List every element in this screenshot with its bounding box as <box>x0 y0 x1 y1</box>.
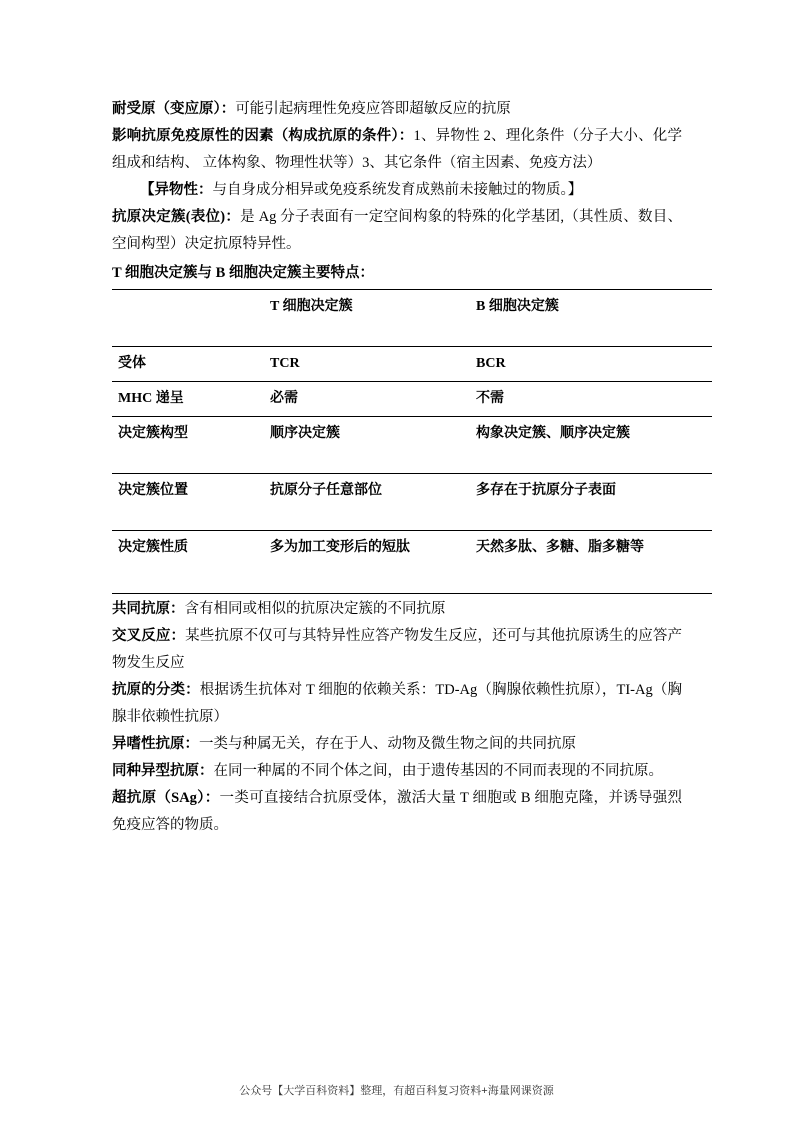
table-cell: MHC 递呈 <box>112 382 264 417</box>
table-cell: 不需 <box>470 382 712 417</box>
paragraph-lead: 异嗜性抗原： <box>112 736 199 752</box>
table-cell: 顺序决定簇 <box>264 417 470 474</box>
page-footer: 公众号【大学百科资料】整理，有超百科复习资料+海量网课资源 <box>239 1085 554 1097</box>
table-header-cell-1: T 细胞决定簇 <box>264 290 470 347</box>
table-row <box>112 474 712 531</box>
table-row <box>112 347 712 382</box>
paragraph-text: 在同一种属的不同个体之间，由于遗传基因的不同而表现的不同抗原。 <box>213 763 663 779</box>
paragraph-superantigen <box>112 785 682 839</box>
table-cell: TCR <box>264 347 470 382</box>
paragraph-text: 是 Ag 分子表面有一定空间构象的特殊的化学基团,（其性质、数目、空间构型）决定抗原特异性。 <box>112 209 682 252</box>
paragraph-alloantigen <box>112 758 682 785</box>
table-row <box>112 417 712 474</box>
paragraph-lead: 共同抗原： <box>112 601 185 617</box>
table-cell: 多存在于抗原分子表面 <box>470 474 712 531</box>
table-header-cell-0 <box>112 290 264 347</box>
table-cell: 受体 <box>112 347 264 382</box>
paragraph-text: 可能引起病理性免疫应答即超敏反应的抗原 <box>235 101 511 117</box>
paragraph-text: 一类与种属无关，存在于人、动物及微生物之间的共同抗原 <box>199 736 576 752</box>
paragraph-cross-reaction <box>112 623 682 677</box>
paragraph-heterophile <box>112 731 682 758</box>
paragraph-text: 一类可直接结合抗原受体，激活大量 T 细胞或 B 细胞克隆，并诱导强烈免疫应答的物质。 <box>112 790 682 833</box>
table-header-row <box>112 290 712 347</box>
paragraph-lead: 抗原决定簇(表位)： <box>112 209 241 225</box>
table-cell: 必需 <box>264 382 470 417</box>
paragraph-lead: 同种异型抗原： <box>112 763 214 779</box>
paragraph-text: 与自身成分相异或免疫系统发育成熟前未接触过的物质。】 <box>212 182 583 198</box>
paragraph-lead: 耐受原（变应原）： <box>112 101 236 117</box>
paragraph-lead: 超抗原（SAg）： <box>112 790 220 806</box>
paragraph-foreignness <box>112 177 682 204</box>
table-cell: 决定簇位置 <box>112 474 264 531</box>
paragraph-text: 根据诱生抗体对 T 细胞的依赖关系：TD-Ag（胸腺依赖性抗原），TI-Ag（胸腺非依赖性抗原） <box>112 682 682 725</box>
paragraph-lead: 抗原的分类： <box>112 682 200 698</box>
paragraph-classification <box>112 677 682 731</box>
paragraph-epitope <box>112 204 682 258</box>
table-title: T 细胞决定簇与 B 细胞决定簇主要特点： <box>112 265 374 281</box>
paragraph-lead: 交叉反应： <box>112 628 186 644</box>
document-body <box>112 96 682 839</box>
table-cell: 抗原分子任意部位 <box>264 474 470 531</box>
paragraph-text: 含有相同或相似的抗原决定簇的不同抗原 <box>184 601 446 617</box>
paragraph-common-antigen <box>112 596 682 623</box>
table-header-cell-2: B 细胞决定簇 <box>470 290 712 347</box>
table-cell: 多为加工变形后的短肽 <box>264 531 470 594</box>
paragraph-text: 某些抗原不仅可与其特异性应答产物发生反应，还可与其他抗原诱生的应答产物发生反应 <box>112 628 682 671</box>
paragraph-lead: 【异物性： <box>140 182 213 198</box>
paragraph-lead: 影响抗原免疫原性的因素（构成抗原的条件）： <box>112 128 414 144</box>
paragraph-tolerance-antigen <box>112 96 682 123</box>
comparison-table <box>112 289 712 594</box>
table-row <box>112 531 712 594</box>
table-row <box>112 382 712 417</box>
table-cell: BCR <box>470 347 712 382</box>
table-cell: 决定簇性质 <box>112 531 264 594</box>
paragraph-text: 1、异物性 2、理化条件（分子大小、化学组成和结构、 立体构象、物理性状等）3、其它条件（宿主因素、免疫方法） <box>112 128 682 171</box>
table-cell: 构象决定簇、顺序决定簇 <box>470 417 712 474</box>
table-cell: 决定簇构型 <box>112 417 264 474</box>
table-cell: 天然多肽、多糖、脂多糖等 <box>470 531 712 594</box>
paragraph-factors <box>112 123 682 177</box>
